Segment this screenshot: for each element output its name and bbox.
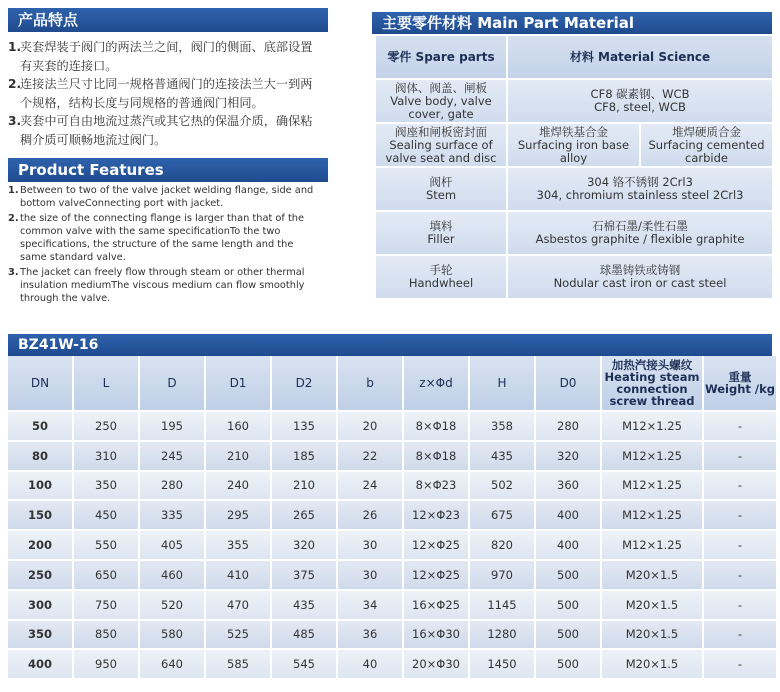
table-cell: 210: [272, 470, 338, 500]
table-cell: 34: [338, 589, 404, 619]
spec-table: [8, 356, 776, 678]
table-cell: 240: [206, 470, 272, 500]
dn-cell: 200: [8, 529, 74, 559]
column-header: D1: [206, 356, 272, 410]
list-item: 3. The jacket can freely flow through steam or other thermal insulation mediumThe viscous medium can flow smoothly through the valve.: [8, 266, 305, 305]
table-cell: -: [704, 648, 776, 678]
table-cell: 295: [206, 499, 272, 529]
spec-body: [8, 410, 776, 678]
features-en-title: Product Features: [8, 158, 328, 182]
table-cell: 410: [206, 559, 272, 589]
column-header: [602, 356, 704, 410]
column-header: DN: [8, 356, 74, 410]
table-cell: 502: [470, 470, 536, 500]
table-cell: 450: [74, 499, 140, 529]
materials-table: [376, 36, 772, 300]
table-cell: M12×1.25: [602, 529, 704, 559]
list-item: 1. Between to two of the valve jacket welding flange, side and bottom valveConnecting port with jacket.: [8, 185, 314, 210]
table-cell: 20×Φ30: [404, 648, 470, 678]
table-cell: 358: [470, 410, 536, 440]
table-cell: 1280: [470, 619, 536, 649]
table-cell: M20×1.5: [602, 589, 704, 619]
material-cell: CF8 碳素钢、WCB CF8, steel, WCB: [590, 87, 690, 114]
table-cell: 320: [272, 529, 338, 559]
list-item: 1. 夹套焊装于阀门的两法兰之间，阀门的侧面、底部设置有夹套的连接口。: [8, 40, 313, 73]
table-cell: 460: [140, 559, 206, 589]
table-cell: 26: [338, 499, 404, 529]
dn-cell: 100: [8, 470, 74, 500]
table-cell: M12×1.25: [602, 470, 704, 500]
table-cell: 675: [470, 499, 536, 529]
material-subcell: 堆焊硬质合金 Surfacing cemented carbide: [648, 124, 765, 165]
table-cell: 335: [140, 499, 206, 529]
dn-cell: 400: [8, 648, 74, 678]
table-cell: -: [704, 559, 776, 589]
materials-header-part: 零件 Spare parts: [376, 36, 508, 78]
table-cell: 405: [140, 529, 206, 559]
table-cell: 500: [536, 559, 602, 589]
table-cell: 650: [74, 559, 140, 589]
table-cell: 350: [74, 470, 140, 500]
table-cell: M20×1.5: [602, 648, 704, 678]
table-cell: M20×1.5: [602, 559, 704, 589]
table-cell: 400: [536, 499, 602, 529]
column-header: [704, 356, 776, 410]
column-header: H: [470, 356, 536, 410]
material-cell: 304 铬不锈钢 2Crl3 304, chromium stainless steel 2Crl3: [536, 175, 744, 202]
table-cell: 22: [338, 440, 404, 470]
table-cell: 970: [470, 559, 536, 589]
features-cn-list: [8, 38, 320, 149]
dn-cell: 250: [8, 559, 74, 589]
table-cell: 12×Φ25: [404, 559, 470, 589]
features-en-list: [8, 184, 320, 307]
table-cell: 265: [272, 499, 338, 529]
column-header: b: [338, 356, 404, 410]
table-cell: 435: [470, 440, 536, 470]
column-header-en: Weight /kg: [704, 382, 776, 396]
table-cell: 12×Φ23: [404, 499, 470, 529]
table-cell: 12×Φ25: [404, 529, 470, 559]
table-cell: 400: [536, 529, 602, 559]
table-cell: 280: [536, 410, 602, 440]
table-cell: 16×Φ30: [404, 619, 470, 649]
table-cell: -: [704, 499, 776, 529]
table-row: [8, 440, 776, 470]
dn-cell: 50: [8, 410, 74, 440]
table-cell: 750: [74, 589, 140, 619]
table-cell: 435: [272, 589, 338, 619]
material-cell-split: [508, 124, 772, 166]
column-header: L: [74, 356, 140, 410]
column-header-cn: 重量: [728, 370, 752, 384]
spec-title: BZ41W-16: [8, 334, 772, 356]
table-row: [8, 470, 776, 500]
table-cell: -: [704, 410, 776, 440]
materials-title: 主要零件材料 Main Part Material: [372, 12, 772, 34]
list-item: 2. 连接法兰尺寸比同一规格普通阀门的连接法兰大一到两个规格，结构长度与同规格的普通阀门相同。: [8, 77, 313, 110]
part-cell: 手轮 Handwheel: [376, 256, 508, 298]
materials-row: [376, 124, 772, 166]
column-header: D0: [536, 356, 602, 410]
table-cell: 8×Φ18: [404, 410, 470, 440]
table-cell: 550: [74, 529, 140, 559]
table-cell: 30: [338, 559, 404, 589]
material-subcell: 堆焊铁基合金 Surfacing iron base alloy: [508, 124, 641, 166]
column-header-cn: 加热汽接头螺纹: [611, 358, 693, 372]
table-cell: 640: [140, 648, 206, 678]
table-cell: 40: [338, 648, 404, 678]
list-item: 3. 夹套中可自由地流过蒸汽或其它热的保温介质，确保粘稠介质可顺畅地流过阀门。: [8, 114, 313, 147]
table-cell: 820: [470, 529, 536, 559]
table-cell: M12×1.25: [602, 499, 704, 529]
table-cell: 245: [140, 440, 206, 470]
table-cell: M12×1.25: [602, 440, 704, 470]
table-row: [8, 589, 776, 619]
table-cell: 500: [536, 648, 602, 678]
material-cell: 球墨铸铁或铸钢 Nodular cast iron or cast steel: [553, 263, 727, 290]
table-cell: 375: [272, 559, 338, 589]
table-cell: 160: [206, 410, 272, 440]
table-cell: 20: [338, 410, 404, 440]
table-cell: 8×Φ18: [404, 440, 470, 470]
part-cell: 阀座和闸板密封面 Sealing surface of valve seat and disc: [376, 124, 508, 166]
table-cell: 320: [536, 440, 602, 470]
table-cell: 500: [536, 619, 602, 649]
table-cell: -: [704, 589, 776, 619]
materials-row: [376, 80, 772, 122]
materials-header-row: [376, 36, 772, 78]
table-row: [8, 559, 776, 589]
spec-header-row: [8, 356, 776, 410]
table-row: [8, 499, 776, 529]
table-cell: 310: [74, 440, 140, 470]
table-cell: -: [704, 440, 776, 470]
table-cell: 355: [206, 529, 272, 559]
table-cell: 195: [140, 410, 206, 440]
dn-cell: 80: [8, 440, 74, 470]
dn-cell: 350: [8, 619, 74, 649]
table-cell: -: [704, 619, 776, 649]
dn-cell: 300: [8, 589, 74, 619]
table-cell: 1450: [470, 648, 536, 678]
column-header: z×Φd: [404, 356, 470, 410]
table-cell: 950: [74, 648, 140, 678]
materials-row: [376, 168, 772, 210]
table-cell: 135: [272, 410, 338, 440]
part-cell: 阀体、阀盖、闸板 Valve body, valve cover, gate: [376, 80, 508, 122]
table-cell: 30: [338, 529, 404, 559]
dn-cell: 150: [8, 499, 74, 529]
table-cell: 185: [272, 440, 338, 470]
table-cell: 545: [272, 648, 338, 678]
table-cell: 520: [140, 589, 206, 619]
table-cell: 500: [536, 589, 602, 619]
table-cell: 525: [206, 619, 272, 649]
table-cell: 1145: [470, 589, 536, 619]
table-cell: 8×Φ23: [404, 470, 470, 500]
table-cell: 250: [74, 410, 140, 440]
materials-header-material: 材料 Material Science: [569, 49, 711, 64]
table-cell: -: [704, 470, 776, 500]
part-cell: 阀杆 Stem: [376, 168, 508, 210]
table-cell: -: [704, 529, 776, 559]
table-cell: 210: [206, 440, 272, 470]
table-row: [8, 529, 776, 559]
features-cn-title: 产品特点: [8, 8, 328, 32]
table-cell: M12×1.25: [602, 410, 704, 440]
table-cell: 360: [536, 470, 602, 500]
table-row: [8, 619, 776, 649]
list-item: 2. the size of the connecting flange is larger than that of the common valve with the same specificationTo the two specifications, the structure of the same length and the same standard valve.: [8, 212, 305, 264]
material-cell: 石棉石墨/柔性石墨 Asbestos graphite / flexible graphite: [535, 219, 745, 246]
column-header: D: [140, 356, 206, 410]
table-cell: 16×Φ25: [404, 589, 470, 619]
column-header: D2: [272, 356, 338, 410]
table-cell: 850: [74, 619, 140, 649]
table-cell: 470: [206, 589, 272, 619]
table-cell: 485: [272, 619, 338, 649]
table-cell: M20×1.5: [602, 619, 704, 649]
table-cell: 585: [206, 648, 272, 678]
column-header-en: Heating steam connection screw thread: [604, 370, 700, 408]
table-row: [8, 410, 776, 440]
part-cell: 填料 Filler: [376, 212, 508, 254]
materials-row: [376, 256, 772, 298]
table-row: [8, 648, 776, 678]
table-cell: 24: [338, 470, 404, 500]
table-cell: 580: [140, 619, 206, 649]
materials-row: [376, 212, 772, 254]
table-cell: 280: [140, 470, 206, 500]
table-cell: 36: [338, 619, 404, 649]
